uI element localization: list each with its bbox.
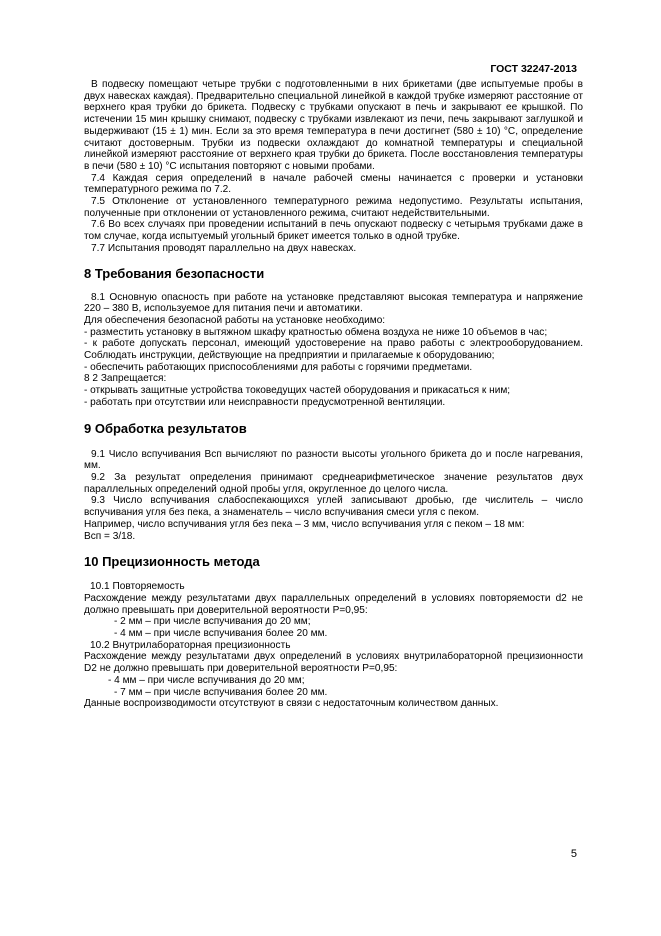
paragraph-7-6: 7.6 Во всех случаях при проведении испытаний в печь опускают подвеску с четырьмя трубками даже в том случае, когда испытуемый угольный брикет имеется только в одной трубке.: [84, 219, 583, 243]
paragraph-8-intro: Для обеспечения безопасной работы на установке необходимо:: [84, 314, 386, 326]
section-10-heading: 10 Прецизионность метода: [84, 554, 260, 570]
document-body: [84, 79, 583, 710]
paragraph-7-4: 7.4 Каждая серия определений в начале рабочей смены начинается с проверки и установки температурного режима по 7.2.: [84, 172, 583, 196]
paragraph-9-2: 9.2 За результат определения принимают среднеарифметическое значение результатов двух параллельных определений одной пробы угля, округленное до целого числа.: [84, 471, 583, 495]
list-item: - работать при отсутствии или неисправности предусмотренной вентиляции.: [84, 396, 446, 408]
paragraph-7-7: 7.7 Испытания проводят параллельно на двух навесках.: [91, 242, 357, 254]
paragraph-8-1: 8.1 Основную опасность при работе на установке представляют высокая температура и напряжение 220 – 380 В, используемое для питания печи и автоматики.: [84, 291, 583, 315]
paragraph-example: Например, число вспучивания угля без пека – 3 мм, число вспучивания угля с пеком – 18 мм:: [84, 518, 525, 530]
paragraph-suspension: В подвеску помещают четыре трубки с подготовленными в них брикетами (две испытуемые пробы в двух навесках каждая). Предварительно специальной линейкой в каждой трубке измеряют расстояние от верхнего края трубки до брикета. Подвеску с трубками опускают в печь и закрывают ее крышкой. По истечении 15 мин крышку снимают, подвеску с трубками извлекают из печи, печь закрывают заглушкой и выдерживают (15 ± 1) мин. Если за это время температура в печи достигнет (580 ± 10) °С, определение считают достоверным. Трубки из подвески охлаждают до комнатной температуры и специальной линейкой измеряют расстояние от верхнего края трубки до брикета. После восстановления температуры в печи (580 ± 10) °С испытания повторяют с новыми пробами.: [84, 79, 583, 172]
paragraph-7-5: 7.5 Отклонение от установленного температурного режима недопустимо. Результаты испытания, полученные при отклонении от установленного режима, считают недействительными.: [84, 196, 583, 219]
section-8-heading: 8 Требования безопасности: [84, 265, 265, 281]
paragraph-10-2: 10.2 Внутрилабораторная прецизионность: [90, 639, 291, 651]
page-number: 5: [570, 848, 577, 860]
list-item: - разместить установку в вытяжном шкафу кратностью обмена воздуха не ниже 10 объемов в час;: [84, 326, 548, 338]
section-9-heading: 9 Обработка результатов: [84, 420, 247, 436]
list-item: - 4 мм – при числе вспучивания до 20 мм;: [108, 674, 305, 686]
standard-code: ГОСТ 32247-2013: [490, 63, 577, 75]
list-item: - открывать защитные устройства токоведущих частей оборудования и прикасаться к ним;: [84, 385, 511, 397]
paragraph-precision: Расхождение между результатами двух определений в условиях внутрилабораторной прецизионности D2 не должно превышать при доверительной вероятности Р=0,95:: [84, 651, 583, 675]
formula-line: Всп = 3/18.: [84, 530, 136, 542]
list-item: - обеспечить работающих приспособлениями для работы с горячими предметами.: [84, 361, 473, 373]
list-item: - 4 мм – при числе вспучивания более 20 мм.: [114, 628, 328, 640]
list-item: - 7 мм – при числе вспучивания более 20 мм.: [114, 686, 328, 698]
paragraph-repeatability: Расхождение между результатами двух параллельных определений в условиях повторяемости d2 не должно превышать при доверительной вероятности Р=0,95:: [84, 592, 583, 616]
paragraph-9-1: 9.1 Число вспучивания Всп вычисляют по разности высоты угольного брикета до и после нагревания, мм.: [84, 448, 583, 472]
paragraph-9-3: 9.3 Число вспучивания слабоспекающихся углей записывают дробью, где числитель – число вспучивания угля без пека, а знаменатель – число вспучивания смеси угля с пеком.: [84, 495, 583, 519]
list-item: - 2 мм – при числе вспучивания до 20 мм;: [114, 616, 311, 628]
paragraph-8-2: 8 2 Запрещается:: [84, 373, 167, 385]
paragraph-reproducibility: Данные воспроизводимости отсутствуют в связи с недостаточным количеством данных.: [84, 698, 499, 710]
list-item: - к работе допускать персонал, имеющий удостоверение на право работы с электрооборудованием. Соблюдать инструкции, действующие на предприятии и прилагаемые к оборудованию;: [84, 338, 583, 362]
paragraph-10-1: 10.1 Повторяемость: [90, 581, 185, 593]
